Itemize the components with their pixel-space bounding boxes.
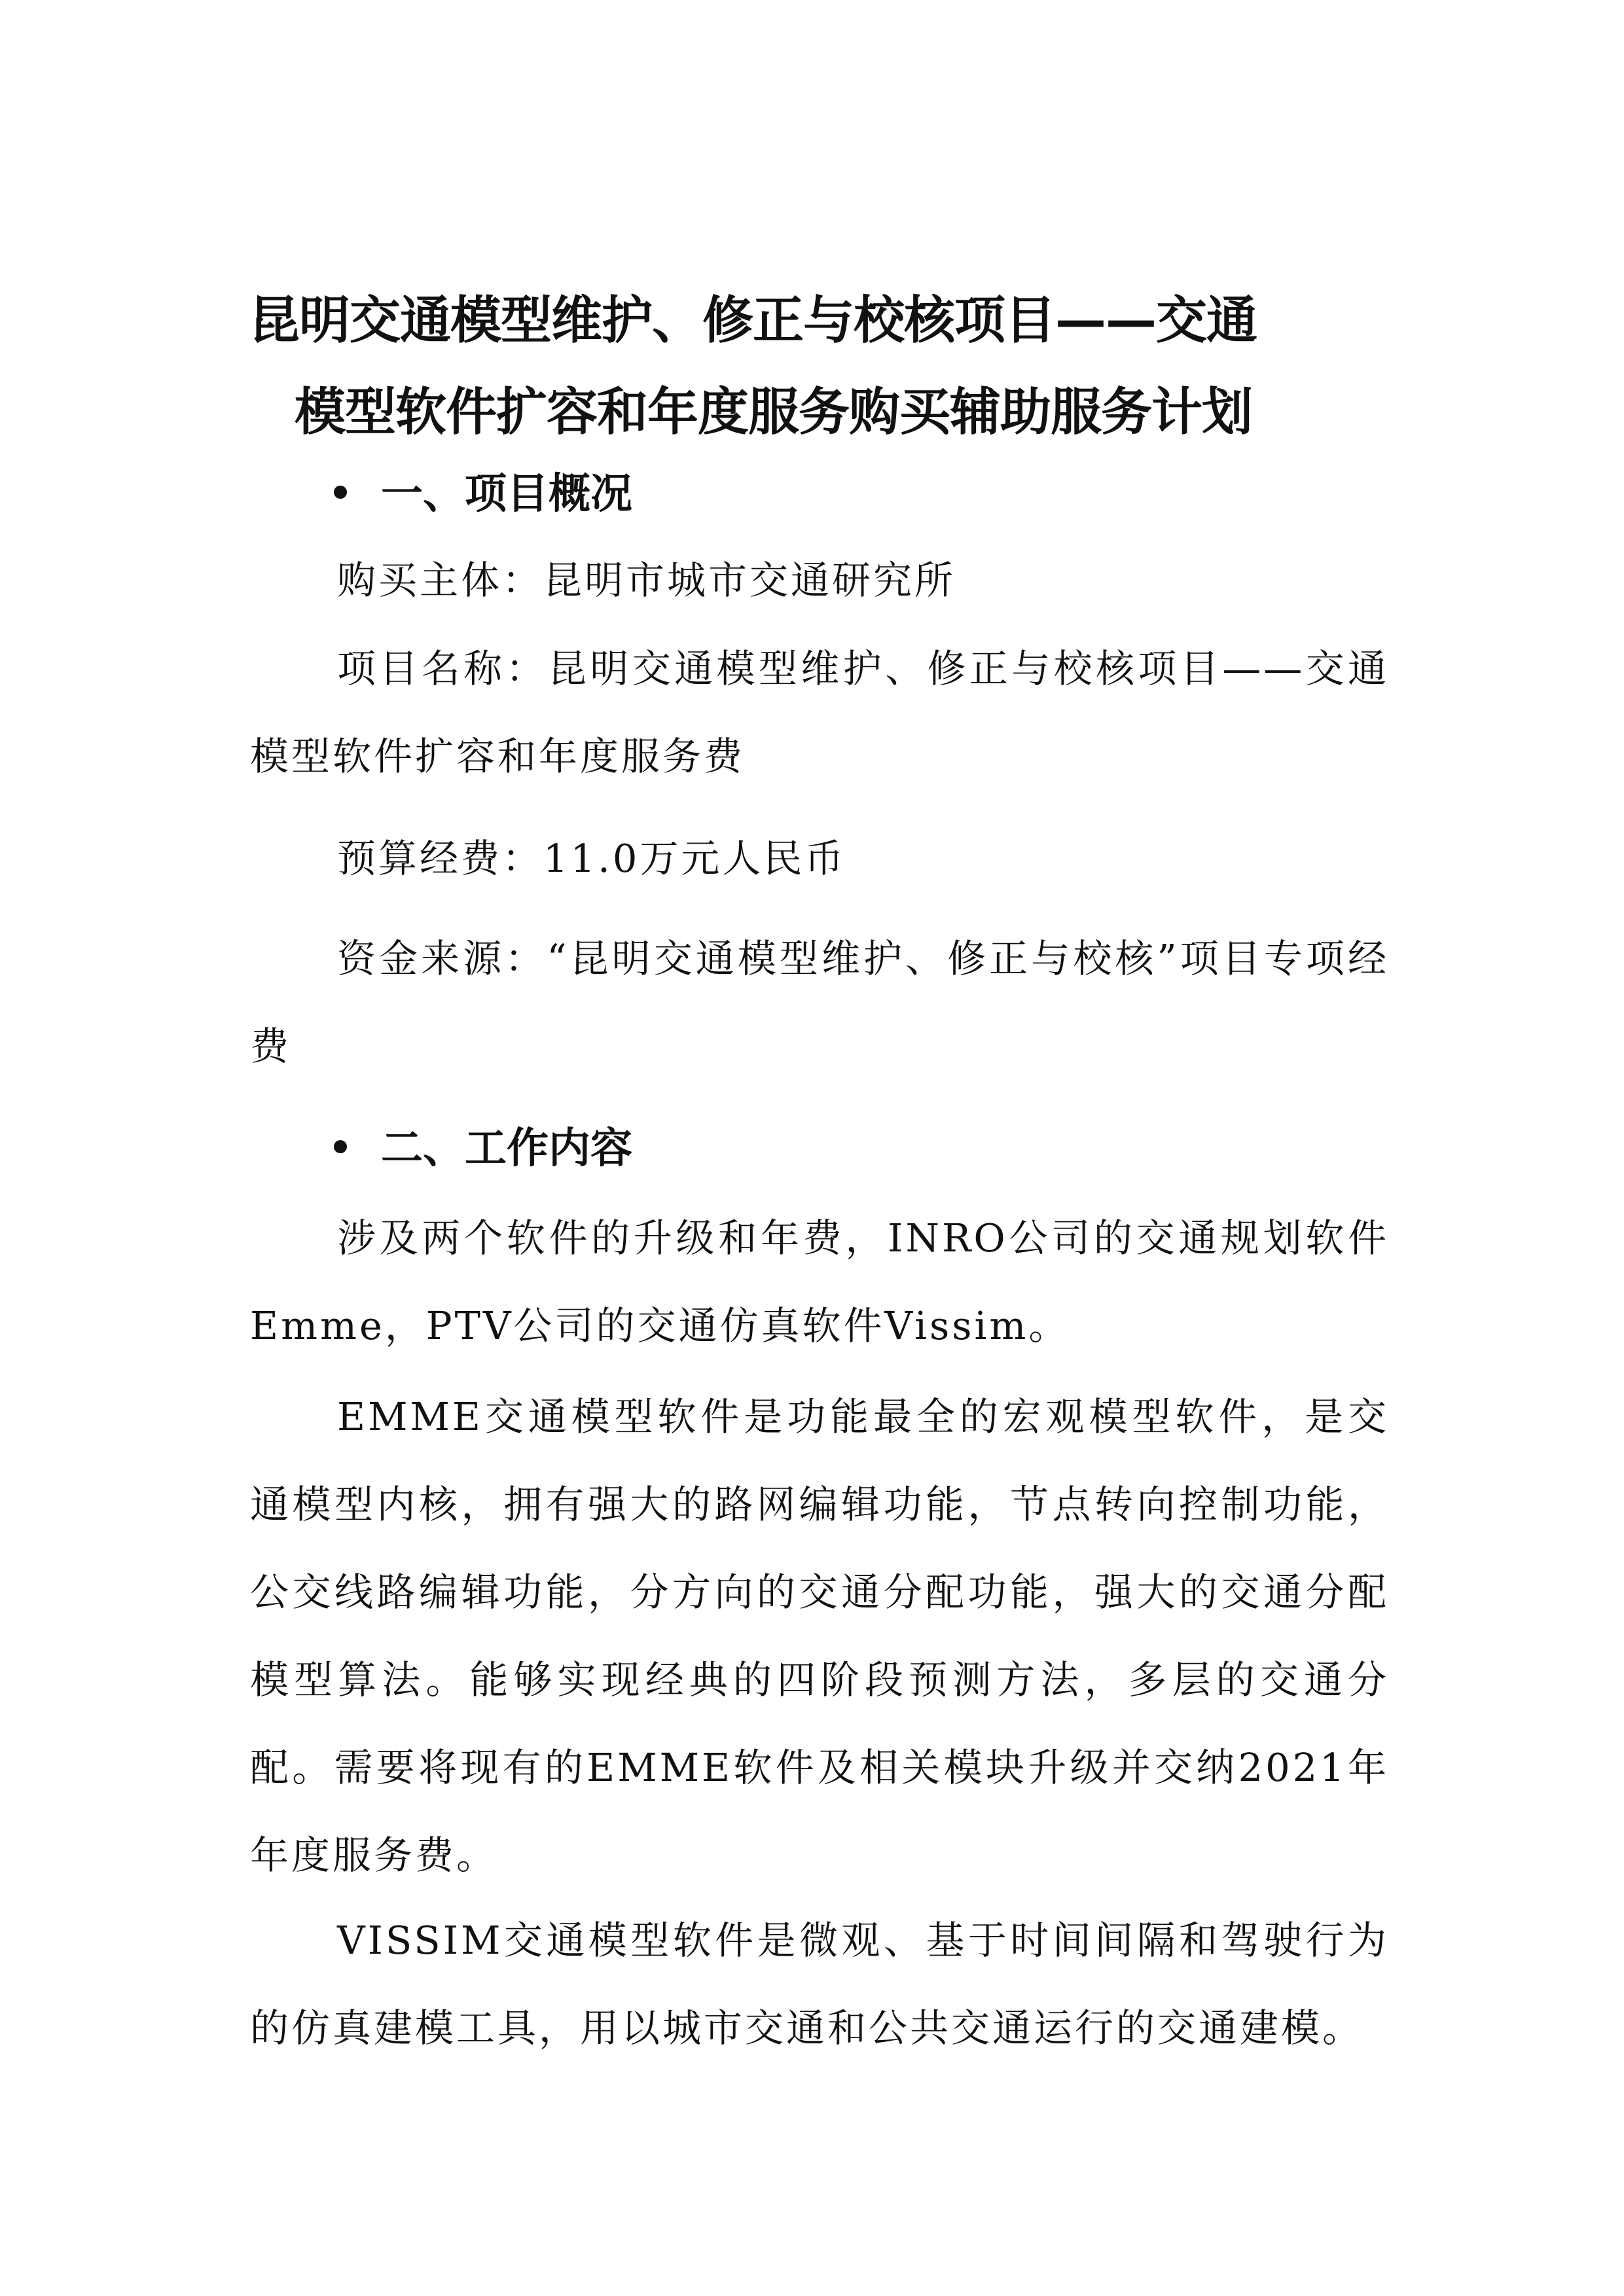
section-heading-work — [334, 1119, 632, 1178]
document-title — [249, 275, 1414, 458]
title-line-2: 模型软件扩容和年度服务购买辅助服务计划 — [295, 383, 1253, 442]
title-line-1: 昆明交通模型维护、修正与校核项目——交通 — [249, 291, 1257, 350]
section-heading-text: 一、项目概况 — [381, 470, 632, 518]
budget-line: 预算经费：11.0万元人民币 — [337, 836, 846, 881]
section-heading-text: 二、工作内容 — [381, 1124, 632, 1173]
work-paragraph-1: 涉及两个软件的升级和年费，INRO公司的交通规划软件Emme，PTV公司的交通仿真软件Vissim。 — [250, 1215, 1389, 1348]
section-heading-overview — [334, 465, 632, 524]
bullet-icon — [334, 486, 347, 499]
buyer-line: 购买主体：昆明市城市交通研究所 — [337, 558, 956, 603]
funding-paragraph: 资金来源：“昆明交通模型维护、修正与校核”项目专项经费 — [250, 936, 1389, 1069]
work-paragraph-3: VISSIM交通模型软件是微观、基于时间间隔和驾驶行为的仿真建模工具，用以城市交通和公共交通运行的交通建模。 — [250, 1918, 1389, 2051]
bullet-icon — [334, 1140, 347, 1153]
project-name-paragraph: 项目名称：昆明交通模型维护、修正与校核项目——交通模型软件扩容和年度服务费 — [250, 646, 1389, 779]
work-paragraph-2: EMME交通模型软件是功能最全的宏观模型软件，是交通模型内核，拥有强大的路网编辑功能，节点转向控制功能，公交线路编辑功能，分方向的交通分配功能，强大的交通分配模型算法。能够实现经典的四阶段预测方法，多层的交通分配。需要将现有的EMME软件及相关模块升级并交纳2021年年度服务费。 — [250, 1394, 1389, 1878]
